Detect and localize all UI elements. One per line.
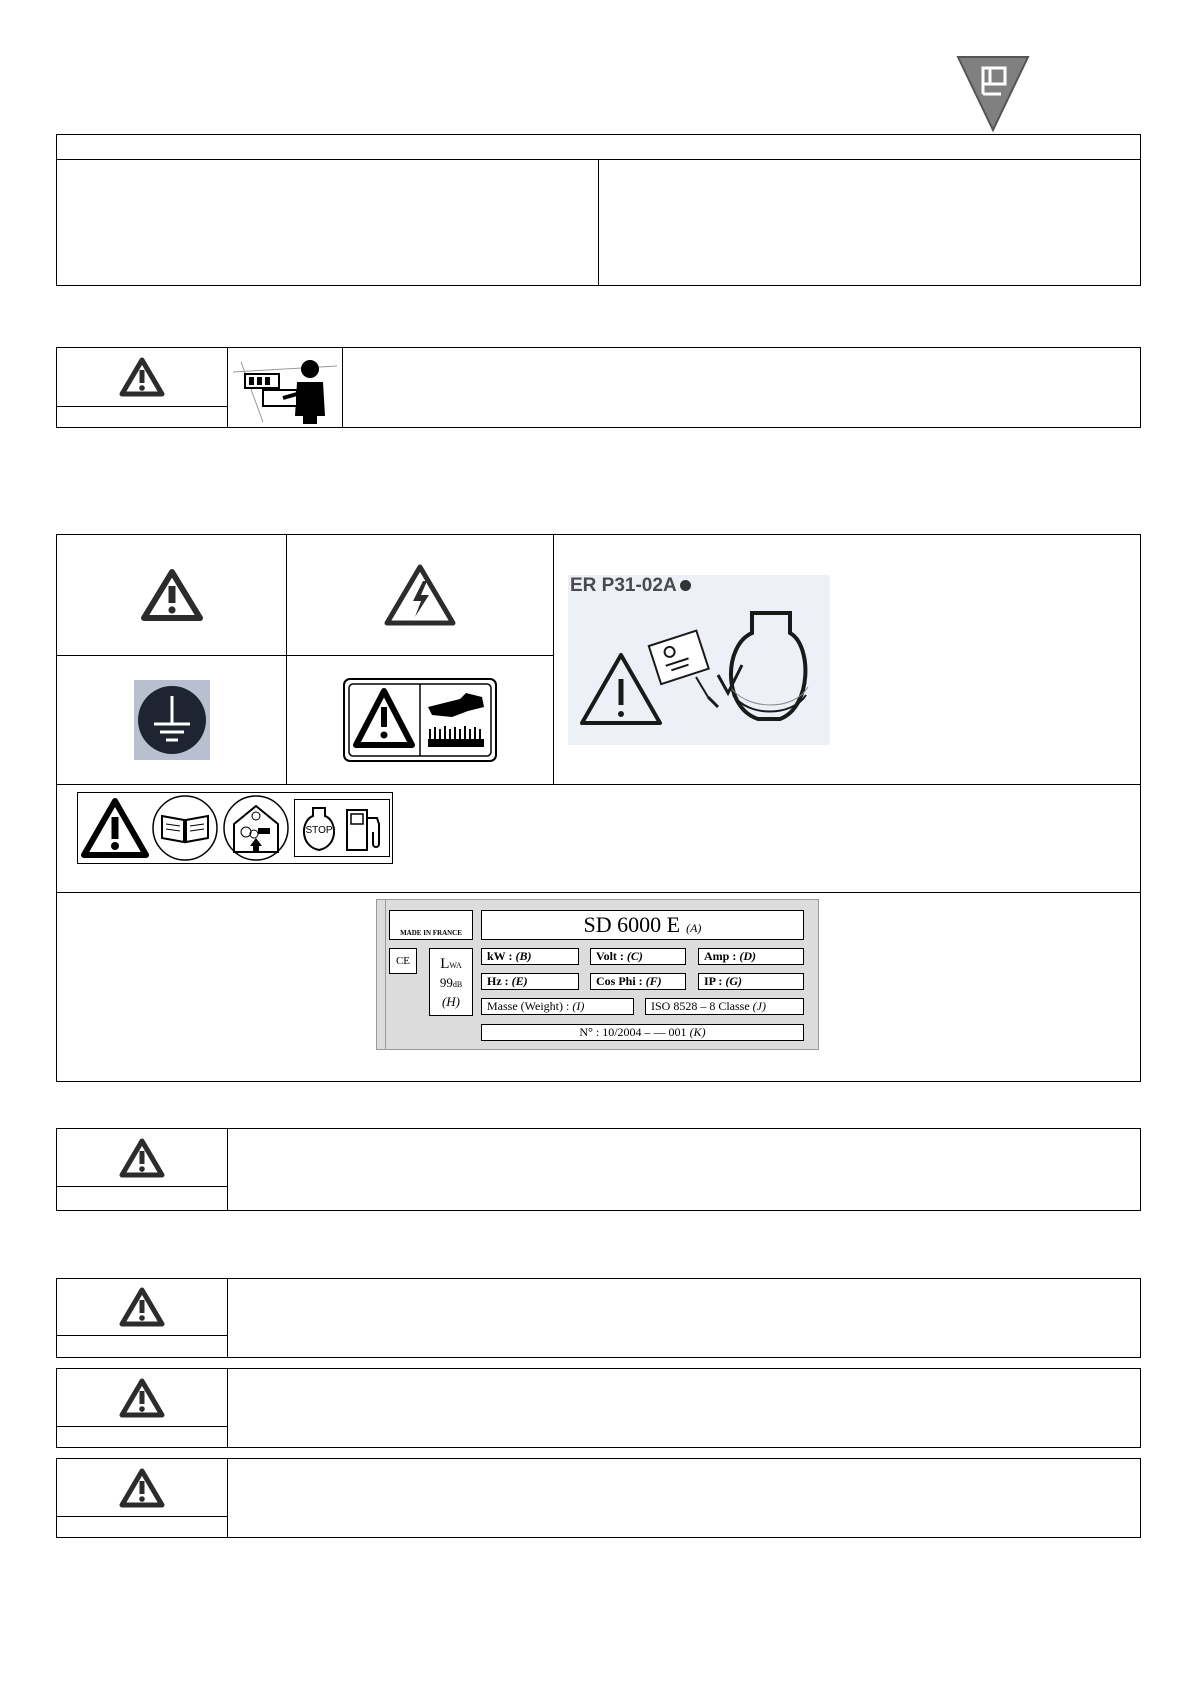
ip-label: IP :	[704, 974, 723, 988]
notice-box-1	[56, 347, 1141, 428]
rating-plate	[376, 899, 819, 1050]
header-table	[56, 134, 1141, 286]
notice-divider	[227, 1279, 228, 1357]
hz-ref: (E)	[511, 974, 528, 988]
warning-cell	[57, 1459, 227, 1516]
db-label	[440, 974, 462, 993]
notice-divider	[227, 1459, 228, 1537]
warning-icon	[119, 1287, 165, 1327]
warning-cell-divider	[57, 1426, 227, 1427]
warning-cell-divider	[57, 1335, 227, 1336]
warning-cell-divider	[57, 1186, 227, 1187]
notice-divider	[227, 348, 228, 427]
mass-field	[481, 998, 634, 1015]
warning-cell	[57, 348, 227, 406]
mass-ref: (I)	[572, 999, 585, 1013]
iso-ref: (J)	[752, 999, 766, 1013]
kw-ref: (B)	[515, 949, 532, 963]
serial-number: N° : 10/2004 – — 001	[579, 1025, 687, 1039]
warning-cell-divider	[57, 406, 227, 407]
hz-field	[481, 973, 579, 990]
er-label-code-group	[570, 575, 691, 597]
general-warning-cell	[57, 535, 286, 655]
cosphi-label: Cos Phi :	[596, 974, 643, 988]
warning-cell	[57, 1129, 227, 1186]
db-ref: (H)	[441, 993, 461, 1009]
db-unit: dB	[452, 979, 463, 989]
company-logo	[955, 54, 1031, 134]
warning-icon	[119, 1138, 165, 1178]
lwa-sub: WA	[449, 960, 462, 970]
bullet-icon	[680, 580, 691, 591]
amp-field	[698, 948, 804, 965]
made-in-field	[389, 910, 473, 940]
lwa-field	[429, 948, 473, 1016]
hot-surface-cell	[286, 655, 553, 784]
hot-surface-icon	[342, 677, 498, 763]
hz-label: Hz :	[487, 974, 509, 988]
earth-ground-cell	[57, 655, 286, 784]
notice-box-3	[56, 1278, 1141, 1358]
made-in-text: MADE IN FRANCE	[400, 929, 462, 937]
notice-divider-2	[342, 348, 343, 427]
db-value: 99	[439, 974, 453, 990]
serial-ref: (K)	[689, 1025, 706, 1039]
notice-box-2	[56, 1128, 1141, 1211]
earth-ground-icon	[134, 680, 210, 760]
iso-label: ISO 8528 – 8 Classe	[651, 999, 750, 1013]
plate-left-column	[385, 900, 386, 1049]
electric-hazard-cell	[286, 535, 553, 655]
labels-table	[56, 534, 1141, 1082]
lwa-label	[440, 955, 462, 974]
notice-divider	[227, 1129, 228, 1210]
warning-cell-divider	[57, 1516, 227, 1517]
warning-icon	[119, 357, 165, 397]
iso-field	[645, 998, 804, 1015]
warning-icon	[140, 568, 204, 622]
kw-label: kW :	[487, 949, 513, 963]
model-name: SD 6000 E	[583, 912, 681, 937]
stop-text: STOP	[305, 824, 333, 836]
kw-field	[481, 948, 579, 965]
cosphi-ref: (F)	[645, 974, 662, 988]
warning-icon	[80, 795, 150, 861]
volt-ref: (C)	[626, 949, 643, 963]
model-field	[481, 910, 804, 940]
ce-mark: CE	[395, 955, 411, 967]
amp-label: Amp :	[704, 949, 737, 963]
oil-level-label	[568, 575, 830, 745]
pictogram-strip	[77, 792, 393, 864]
operator-reading-panel-icon	[233, 352, 337, 424]
header-column-divider	[598, 159, 599, 285]
warning-icon	[119, 1378, 165, 1418]
labels-divider-v2	[553, 535, 554, 784]
mass-label: Masse (Weight) :	[487, 999, 570, 1013]
warning-cell	[57, 1279, 227, 1335]
ip-field	[698, 973, 804, 990]
volt-field	[590, 948, 686, 965]
oil-check-warning-icon	[568, 603, 830, 745]
warning-cell	[57, 1369, 227, 1426]
cosphi-field	[590, 973, 686, 990]
ce-field	[389, 948, 417, 974]
notice-box-5	[56, 1458, 1141, 1538]
er-label-code: ER P31-02A	[570, 575, 677, 596]
amp-ref: (D)	[739, 949, 757, 963]
labels-divider-h2	[57, 784, 1140, 785]
ventilation-hazard-icon	[220, 794, 292, 862]
fuel-pump-icon	[343, 804, 387, 854]
manual-reading-icon	[150, 794, 220, 862]
model-ref: (A)	[686, 920, 702, 935]
refuel-stop-icon-group	[294, 799, 390, 857]
lwa-main: L	[440, 955, 450, 972]
volt-label: Volt :	[596, 949, 624, 963]
ip-ref: (G)	[725, 974, 743, 988]
labels-divider-h3	[57, 892, 1140, 893]
notice-box-4	[56, 1368, 1141, 1448]
serial-field	[481, 1024, 804, 1041]
notice-divider	[227, 1369, 228, 1447]
electric-hazard-icon	[383, 563, 457, 627]
warning-icon	[119, 1468, 165, 1508]
